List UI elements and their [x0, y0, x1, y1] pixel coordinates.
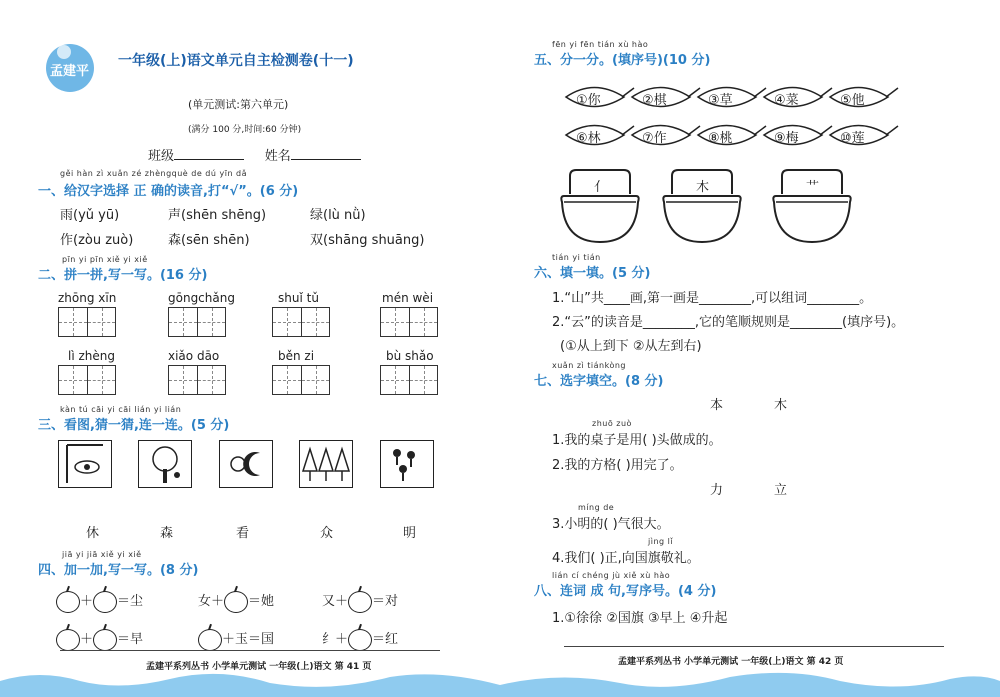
s2-pinyin-item: xiǎo dāo: [168, 349, 220, 363]
basket[interactable]: [662, 168, 742, 244]
s6-q2-options: (①从上到下 ②从左到右): [560, 339, 702, 354]
s4-item: ＋ ＝尘: [56, 590, 143, 613]
s1-item: 森(sēn shēn): [168, 233, 250, 248]
apple-blank[interactable]: [93, 629, 117, 651]
leaf-card[interactable]: [828, 122, 900, 152]
s4-pinyin: jiā yi jiā xiě yi xiě: [62, 550, 142, 559]
basket[interactable]: [772, 168, 852, 244]
s3-title: 三、看图,猜一猜,连一连。(5 分): [38, 418, 230, 433]
apple-blank[interactable]: [348, 591, 372, 613]
leaf-card[interactable]: [762, 122, 834, 152]
apple-blank[interactable]: [224, 591, 248, 613]
s2-pinyin-item: bù shǎo: [386, 349, 434, 363]
sun-moon-icon: [220, 441, 272, 487]
tree-person-icon: [139, 441, 191, 487]
s2-pinyin-item: mén wèi: [382, 291, 434, 305]
s1-pinyin: gěi hàn zì xuǎn zé zhèngquè de dú yīn dǎ: [60, 169, 248, 178]
s7-title: 七、选字填空。(8 分): [534, 374, 664, 389]
leaf-label: ②棋: [642, 93, 667, 108]
eye-hand-icon: [59, 441, 111, 487]
name-field[interactable]: [291, 159, 361, 160]
leaf-label: ⑨梅: [774, 131, 799, 146]
writing-grid[interactable]: [58, 307, 116, 337]
logo-text: 孟建平: [50, 64, 90, 79]
right-page: [500, 0, 1000, 697]
s7-pair-word: 力: [710, 483, 724, 498]
leaf-card[interactable]: [762, 84, 834, 114]
leaf-card[interactable]: [630, 122, 702, 152]
footer-text: 孟建平系列丛书 小学单元测试 一年级(上)语文 第 41 页: [146, 662, 372, 672]
picture-tree: [138, 440, 192, 488]
s7-q1: 1.我的桌子是用( )头做成的。: [552, 433, 722, 448]
s4-title: 四、加一加,写一写。(8 分): [38, 563, 199, 578]
s2-pinyin-item: běn zi: [278, 349, 315, 363]
s1-item: 绿(lù nǜ): [310, 208, 366, 223]
leaf-label: ①你: [576, 93, 601, 108]
apple-blank[interactable]: [56, 629, 80, 651]
class-field[interactable]: [174, 159, 244, 160]
s7-q4: 4.我们( )正,向国旗敬礼。: [552, 551, 700, 566]
s8-title: 八、连词 成 句,写序号。(4 分): [534, 584, 717, 599]
s7-q3-pinyin: míng de: [578, 503, 615, 512]
picture-trees: [299, 440, 353, 488]
class-label: 班级: [148, 149, 175, 164]
leaf-card[interactable]: [564, 84, 636, 114]
s4-item: ＋ ＝早: [56, 628, 143, 651]
leaf-label: ⑧桃: [708, 131, 733, 146]
writing-grid[interactable]: [380, 365, 438, 395]
leaf-card[interactable]: [828, 84, 900, 114]
apple-blank[interactable]: [198, 629, 222, 651]
writing-grid[interactable]: [380, 307, 438, 337]
s3-word: 休: [86, 526, 100, 541]
name-label: 姓名: [264, 149, 291, 164]
s7-q2: 2.我的方格( )用完了。: [552, 458, 683, 473]
s5-title: 五、分一分。(填序号)(10 分): [534, 53, 711, 68]
footer-hills-icon: [500, 667, 1000, 697]
writing-grid[interactable]: [272, 365, 330, 395]
leaf-card[interactable]: [630, 84, 702, 114]
basket-label: 木: [696, 180, 710, 195]
s2-pinyin-item: lì zhèng: [68, 349, 115, 363]
s4-item: ＋玉＝国: [198, 628, 274, 651]
s1-item: 作(zòu zuò): [60, 233, 134, 248]
s7-q3: 3.小明的( )气很大。: [552, 517, 670, 532]
s7-q1-pinyin: zhuō zuò: [592, 419, 632, 428]
trees-icon: [300, 441, 352, 487]
s1-item: 雨(yǔ yū): [60, 208, 120, 223]
apple-blank[interactable]: [348, 629, 372, 651]
score-time: (满分 100 分,时间:60 分钟): [188, 125, 302, 135]
s6-title: 六、填一填。(5 分): [534, 266, 651, 281]
leaf-label: ③草: [708, 93, 733, 108]
footer-hills-icon: [0, 667, 500, 697]
footer-rule: [564, 646, 944, 647]
s3-word: 森: [160, 526, 174, 541]
s1-title: 一、给汉字选择 正 确的读音,打“√”。(6 分): [38, 184, 299, 199]
subtitle: (单元测试:第六单元): [188, 98, 289, 111]
class-name-row: [148, 145, 361, 164]
s1-item: 声(shēn shēng): [168, 208, 267, 223]
s3-pinyin: kàn tú cāi yi cāi lián yi lián: [60, 405, 182, 414]
s6-q1: 1.“山”共____画,第一画是________,可以组词________。: [552, 291, 873, 306]
s2-pinyin: pīn yi pīn xiě yi xiě: [62, 255, 148, 264]
apple-blank[interactable]: [56, 591, 80, 613]
s5-pinyin: fēn yi fēn tián xù hào: [552, 40, 649, 49]
leaf-card[interactable]: [696, 84, 768, 114]
s6-q2: 2.“云”的读音是________,它的笔顺规则是________(填序号)。: [552, 315, 905, 330]
people-icon: [381, 441, 433, 487]
s7-pair-word: 立: [774, 483, 788, 498]
s2-pinyin-item: shuǐ tǔ: [278, 291, 319, 305]
basket[interactable]: [560, 168, 640, 244]
page-title: 一年级(上)语文单元自主检测卷(十一): [118, 53, 354, 69]
s7-q4-pinyin: jìng lǐ: [648, 537, 674, 546]
s3-word: 看: [236, 526, 250, 541]
s7-pair-word: 本: [710, 398, 724, 413]
picture-sun-moon: [219, 440, 273, 488]
leaf-label: ⑥林: [576, 131, 601, 146]
s2-pinyin-item: gōngchǎng: [168, 291, 235, 305]
leaf-label: ⑦作: [642, 131, 667, 146]
picture-people: [380, 440, 434, 488]
basket-label: 亻: [594, 180, 608, 195]
leaf-card[interactable]: [564, 122, 636, 152]
picture-eye: [58, 440, 112, 488]
writing-grid[interactable]: [168, 365, 226, 395]
s3-word: 明: [403, 526, 417, 541]
apple-blank[interactable]: [93, 591, 117, 613]
s8-pinyin: lián cí chéng jù xiě xù hào: [552, 571, 671, 580]
basket-label: 艹: [806, 180, 820, 195]
leaf-label: ⑤他: [840, 93, 865, 108]
writing-grid[interactable]: [58, 365, 116, 395]
leaf-card[interactable]: [696, 122, 768, 152]
s8-q1: 1.①徐徐 ②国旗 ③早上 ④升起: [552, 611, 728, 626]
s1-item: 双(shāng shuāng): [310, 233, 425, 248]
s4-item: 又＋ ＝对: [322, 590, 398, 613]
s2-pinyin-item: zhōng xīn: [58, 291, 117, 305]
s7-pair-word: 木: [774, 398, 788, 413]
footer-text: 孟建平系列丛书 小学单元测试 一年级(上)语文 第 42 页: [618, 657, 844, 667]
writing-grid[interactable]: [272, 307, 330, 337]
leaf-label: ⑩莲: [840, 131, 865, 146]
s3-word: 众: [320, 526, 334, 541]
s2-title: 二、拼一拼,写一写。(16 分): [38, 268, 208, 283]
s4-item: 女＋ ＝她: [198, 590, 274, 613]
logo: [40, 38, 102, 94]
s4-item: 纟＋ ＝红: [322, 628, 398, 651]
leaf-label: ④菜: [774, 93, 799, 108]
writing-grid[interactable]: [168, 307, 226, 337]
s6-pinyin: tián yi tián: [552, 253, 601, 262]
footer-rule: [60, 650, 440, 651]
s7-pinyin: xuǎn zì tiánkòng: [552, 361, 627, 370]
